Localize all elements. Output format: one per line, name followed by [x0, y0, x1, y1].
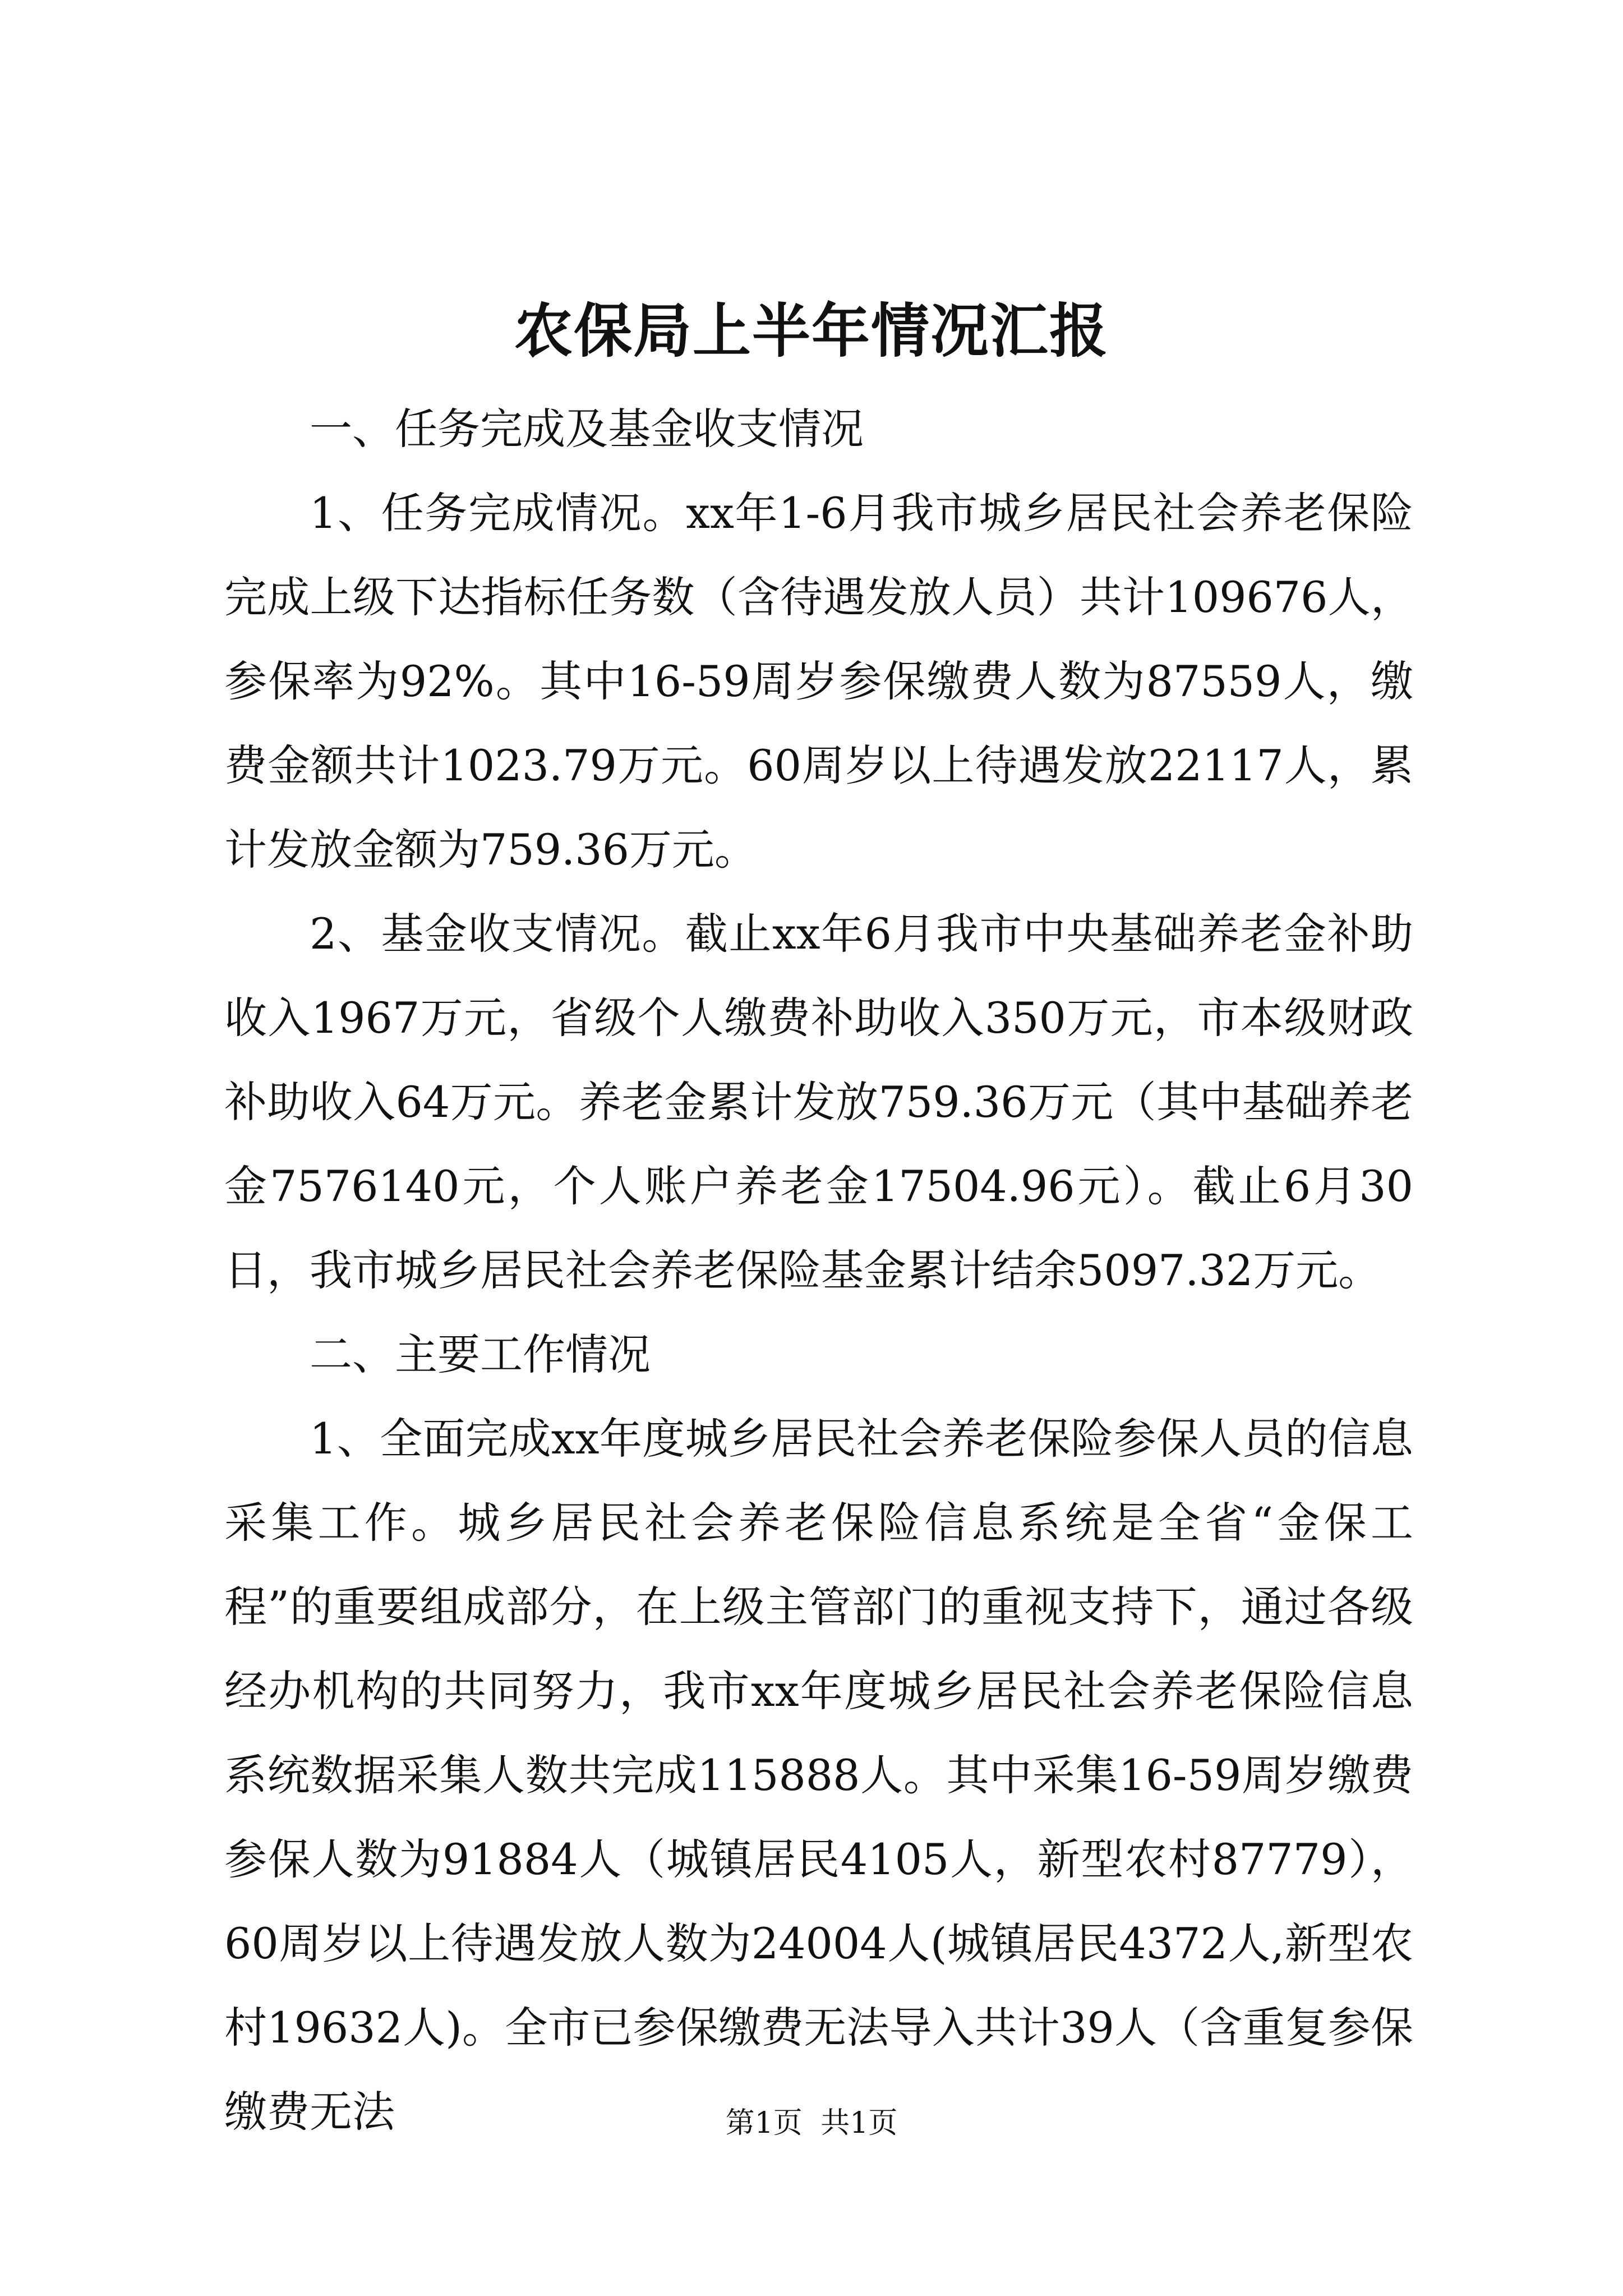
paragraph-task-completion: 1、任务完成情况。xx年1-6月我市城乡居民社会养老保险完成上级下达指标任务数（含待遇发放人员）共计109676人，参保率为92%。其中16-59周岁参保缴费人数为87559人，缴费金额共计1023.79万元。60周岁以上待遇发放22117人，累计发放金额为759.36万元。 — [224, 488, 1413, 875]
document-body — [224, 387, 1413, 2154]
page-total: 共1页 — [820, 2106, 898, 2140]
page-number: 第1页 — [725, 2106, 803, 2140]
section-heading-1: 一、任务完成及基金收支情况 — [310, 404, 864, 454]
page-footer — [0, 2104, 1623, 2143]
paragraph-fund-income-expense: 2、基金收支情况。截止xx年6月我市中央基础养老金补助收入1967万元，省级个人缴费补助收入350万元，市本级财政补助收入64万元。养老金累计发放759.36万元（其中基础养老金7576140元，个人账户养老金17504.96元）。截止6月30日，我市城乡居民社会养老保险基金累计结余5097.32万元。 — [224, 909, 1413, 1295]
document-title: 农保局上半年情况汇报 — [514, 296, 1109, 365]
paragraph-info-collection: 1、全面完成xx年度城乡居民社会养老保险参保人员的信息采集工作。城乡居民社会养老保险信息系统是全省“金保工程”的重要组成部分，在上级主管部门的重视支持下，通过各级经办机构的共同努力，我市xx年度城乡居民社会养老保险信息系统数据采集人数共完成115888人。其中采集16-59周岁缴费参保人数为91884人（城镇居民4105人，新型农村87779），60周岁以上待遇发放人数为24004人(城镇居民4372人,新型农村19632人)。全市已参保缴费无法导入共计39人（含重复参保缴费无法 — [224, 1414, 1413, 2137]
section-heading-2: 二、主要工作情况 — [310, 1329, 651, 1379]
